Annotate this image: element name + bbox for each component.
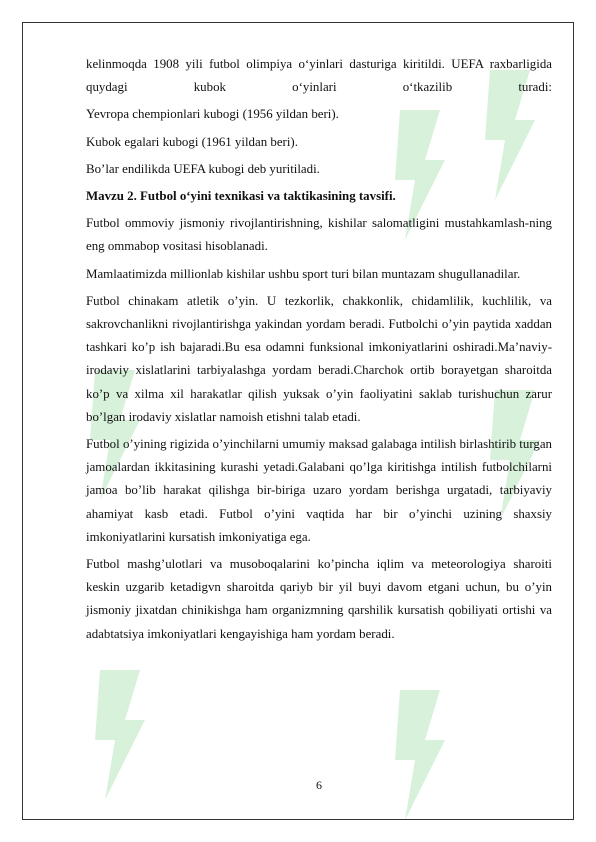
paragraph: Futbol o’yining rigizida o’yinchilarni umumiy maksad galabaga intilish birlashtirib turgan jamoalardan ikkitasining kurashi yetadi.Galabani qo’lga kiritishga intilish futbolchilarni jamoa bo’lib harakat qilishga bir-biriga uzaro yordam berishga urgatadi, tarbiyaviy ahamiyat kasb etadi. Futbol o’yini vaqtida har bir o’yinchi uzining shaxsiy imkoniyatlarini kursatish imkoniyatiga ega. [86, 437, 552, 544]
section-heading: Mavzu 2. Futbol o‘yini texnikasi va taktikasining tavsifi. [86, 189, 396, 204]
list-item: Kubok egalari kubogi (1961 yildan beri). [86, 134, 298, 149]
watermark-logo-icon [380, 680, 460, 830]
paragraph: Bo’lar endilikda UEFA kubogi deb yuritiladi. [86, 161, 320, 176]
list-item: Yevropa chempionlari kubogi (1956 yildan beri). [86, 107, 339, 122]
paragraph: Futbol ommoviy jismoniy rivojlantirishning, kishilar salomatligini mustahkamlash-ning eng ommabop vositasi hisoblanadi. [86, 216, 552, 254]
document-body [86, 53, 552, 650]
paragraph: Futbol mashg’ulotlari va musoboqalarini ko’pincha iqlim va meteorologiya sharoiti keskin uzgarib ketadigvn sharoitda qariyb bir yil buyi davom etgani uchun, bu o’yin jismoniy jixatdan chinikishga ham organizmning qarshilik kursatish qobiliyati ortishi va adabtatsiya imkoniyatlari kengayishiga ham yordam beradi. [86, 557, 552, 641]
paragraph: Mamlaatimizda millionlab kishilar ushbu sport turi bilan muntazam shugullanadilar. [86, 266, 521, 281]
page-number: 6 [316, 778, 322, 792]
paragraph: Futbol chinakam atletik o’yin. U tezkorlik, chakkonlik, chidamlilik, kuchlilik, va sakrovchanlikni rivojlantirishga yakindan yordam beradi. Futbolchi o’yin paytida xaddan tashkari ko’p ish bajaradi.Bu esa odamni funksional imkoniyatlarini oshiradi.Ma’naviy-irodaviy xislatlarini tarbiyalashga yordam beradi.Charchok ortib borayetgan sharoitda ko’p va xilma xil harakatlar qilish yuksak o’yin faoliyatini saklab turishuchun zarur bo’lgan irodaviy xislatlar namoish etishni talab etadi. [86, 293, 552, 424]
paragraph: kelinmoqda 1908 yili futbol olimpiya o‘yinlari dasturiga kiritildi. UEFA raxbarligida quydagi kubok o‘yinlari o‘tkazilib turadi: [86, 57, 552, 95]
